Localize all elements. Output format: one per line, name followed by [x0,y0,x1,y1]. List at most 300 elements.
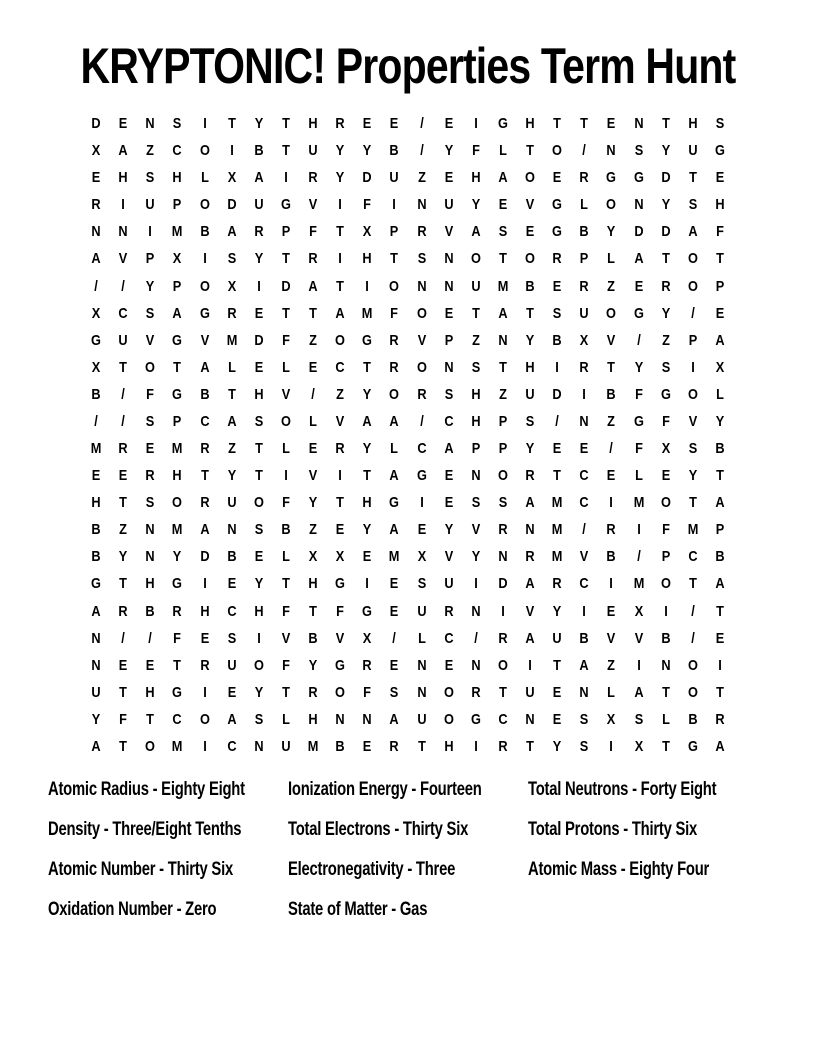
grid-cell[interactable]: U [525,385,535,403]
grid-cell[interactable]: H [172,467,182,485]
grid-cell[interactable]: U [91,683,101,701]
grid-cell[interactable]: T [336,277,345,295]
grid-cell[interactable]: E [254,304,264,322]
grid-cell[interactable]: O [660,575,671,593]
grid-cell[interactable]: Y [552,738,562,755]
grid-cell[interactable]: D [199,548,210,566]
grid-cell[interactable]: B [199,385,210,403]
grid-cell[interactable]: N [416,683,427,701]
grid-cell[interactable]: G [91,331,101,349]
grid-cell[interactable]: R [172,602,182,620]
grid-cell[interactable]: I [636,521,641,539]
grid-cell[interactable]: S [498,223,508,241]
grid-cell[interactable]: / [636,331,641,349]
grid-cell[interactable]: Z [607,412,616,430]
grid-cell[interactable]: H [444,738,454,755]
grid-cell[interactable]: T [254,440,263,458]
grid-cell[interactable]: / [691,304,695,322]
grid-cell[interactable]: A [498,304,508,322]
grid-cell[interactable]: O [660,494,671,512]
grid-cell[interactable]: D [254,331,264,349]
grid-cell[interactable]: R [416,223,427,241]
grid-cell[interactable]: E [227,683,236,701]
grid-cell[interactable]: V [607,629,616,647]
grid-cell[interactable]: I [338,196,342,214]
grid-cell[interactable]: F [363,683,372,701]
grid-cell[interactable]: U [308,142,318,160]
grid-cell[interactable]: C [227,602,237,620]
grid-cell[interactable]: H [199,602,210,620]
grid-cell[interactable]: R [308,683,318,701]
grid-cell[interactable]: G [416,467,427,485]
grid-cell[interactable]: X [227,277,236,295]
grid-cell[interactable]: Y [145,277,155,295]
grid-cell[interactable]: A [308,277,318,295]
grid-cell[interactable]: V [580,548,589,566]
grid-cell[interactable]: P [444,331,453,349]
grid-cell[interactable]: E [145,656,155,674]
grid-cell[interactable]: R [525,548,535,566]
grid-cell[interactable]: H [145,575,155,593]
grid-cell[interactable]: L [200,169,209,187]
grid-cell[interactable]: A [227,223,237,241]
grid-cell[interactable]: R [91,196,101,214]
grid-cell[interactable]: I [257,629,261,647]
grid-cell[interactable]: T [688,575,697,593]
grid-cell[interactable]: R [552,575,562,593]
grid-cell[interactable]: H [254,385,264,403]
grid-cell[interactable]: I [582,602,587,620]
grid-cell[interactable]: Y [335,169,345,187]
grid-cell[interactable]: H [471,412,481,430]
grid-cell[interactable]: T [336,494,345,512]
grid-cell[interactable]: A [118,142,128,160]
grid-cell[interactable]: I [474,115,478,132]
grid-cell[interactable]: I [636,656,641,674]
grid-cell[interactable]: G [715,142,725,160]
grid-cell[interactable]: I [474,738,478,755]
grid-cell[interactable]: F [173,629,182,647]
grid-cell[interactable]: Z [607,656,616,674]
grid-cell[interactable]: G [172,683,183,701]
grid-cell[interactable]: B [715,548,725,566]
grid-cell[interactable]: G [172,385,183,403]
grid-cell[interactable]: E [363,548,372,566]
grid-cell[interactable]: O [389,385,400,403]
grid-cell[interactable]: Y [661,142,670,160]
grid-cell[interactable]: O [606,196,617,214]
grid-cell[interactable]: Y [254,250,264,268]
grid-cell[interactable]: R [661,277,671,295]
grid-cell[interactable]: T [282,250,290,268]
grid-cell[interactable]: R [715,710,725,728]
grid-cell[interactable]: S [145,494,155,512]
grid-cell[interactable]: O [199,196,210,214]
grid-cell[interactable]: / [582,521,587,539]
grid-cell[interactable]: / [419,412,424,430]
grid-cell[interactable]: I [691,358,695,376]
grid-cell[interactable]: D [661,169,671,187]
grid-cell[interactable]: T [661,115,670,132]
grid-cell[interactable]: A [389,467,400,485]
grid-cell[interactable]: I [284,467,288,485]
grid-cell[interactable]: B [525,277,535,295]
grid-cell[interactable]: B [254,142,264,160]
grid-cell[interactable]: E [308,358,318,376]
grid-cell[interactable]: O [687,656,698,674]
grid-cell[interactable]: U [444,575,454,593]
grid-cell[interactable]: X [363,629,372,647]
grid-cell[interactable]: N [416,277,427,295]
grid-cell[interactable]: Y [661,196,670,214]
grid-cell[interactable]: S [580,738,589,755]
grid-cell[interactable]: T [363,467,372,485]
grid-cell[interactable]: F [390,304,399,322]
grid-cell[interactable]: A [91,250,101,268]
grid-cell[interactable]: T [119,358,128,376]
grid-cell[interactable]: O [443,683,454,701]
grid-cell[interactable]: O [145,358,156,376]
grid-cell[interactable]: H [688,115,698,132]
grid-cell[interactable]: O [199,277,210,295]
grid-cell[interactable]: E [552,440,562,458]
grid-cell[interactable]: E [634,277,643,295]
grid-cell[interactable]: / [94,412,98,430]
grid-cell[interactable]: B [579,629,589,647]
grid-cell[interactable]: R [118,602,128,620]
grid-cell[interactable]: T [471,304,480,322]
grid-cell[interactable]: B [145,602,155,620]
grid-cell[interactable]: U [444,196,454,214]
grid-cell[interactable]: N [416,656,427,674]
grid-cell[interactable]: D [362,169,372,187]
grid-cell[interactable]: O [145,738,156,755]
grid-cell[interactable]: A [227,710,237,728]
grid-cell[interactable]: Y [688,467,698,485]
grid-cell[interactable]: R [308,250,318,268]
grid-cell[interactable]: U [145,196,155,214]
grid-cell[interactable]: E [145,440,155,458]
grid-cell[interactable]: T [499,683,507,701]
grid-cell[interactable]: M [361,304,373,322]
grid-cell[interactable]: O [253,494,264,512]
grid-cell[interactable]: G [687,738,698,755]
grid-cell[interactable]: L [607,250,616,268]
grid-cell[interactable]: T [119,494,128,512]
grid-cell[interactable]: N [91,656,101,674]
grid-cell[interactable]: E [661,467,670,485]
grid-cell[interactable]: S [417,250,426,268]
grid-cell[interactable]: C [199,412,210,430]
grid-cell[interactable]: T [688,494,697,512]
grid-cell[interactable]: / [121,277,125,295]
grid-cell[interactable]: E [580,440,589,458]
grid-cell[interactable]: E [200,629,209,647]
grid-cell[interactable]: B [715,440,725,458]
grid-cell[interactable]: M [551,494,563,512]
grid-cell[interactable]: G [389,494,400,512]
grid-cell[interactable]: P [471,440,481,458]
grid-cell[interactable]: V [335,412,345,430]
grid-cell[interactable]: F [282,331,290,349]
grid-cell[interactable]: L [282,358,290,376]
grid-cell[interactable]: T [119,738,128,755]
grid-cell[interactable]: S [145,169,155,187]
grid-cell[interactable]: R [606,521,617,539]
grid-cell[interactable]: / [419,115,424,132]
grid-cell[interactable]: N [498,548,508,566]
grid-cell[interactable]: Y [661,304,670,322]
grid-cell[interactable]: Y [363,440,372,458]
grid-cell[interactable]: H [254,602,264,620]
grid-cell[interactable]: H [471,169,481,187]
grid-cell[interactable]: V [688,412,698,430]
grid-cell[interactable]: E [607,602,616,620]
grid-cell[interactable]: X [417,548,426,566]
grid-cell[interactable]: S [471,358,481,376]
grid-cell[interactable]: P [715,521,725,539]
grid-cell[interactable]: F [363,196,372,214]
grid-cell[interactable]: / [636,548,641,566]
grid-cell[interactable]: N [606,142,617,160]
grid-cell[interactable]: Z [471,331,480,349]
grid-cell[interactable]: N [471,467,481,485]
grid-cell[interactable]: N [416,196,427,214]
grid-cell[interactable]: / [121,385,125,403]
grid-cell[interactable]: R [579,358,589,376]
grid-cell[interactable]: G [280,196,291,214]
grid-cell[interactable]: / [691,602,695,620]
grid-cell[interactable]: C [579,575,589,593]
grid-cell[interactable]: Y [471,196,481,214]
grid-cell[interactable]: T [309,602,317,620]
grid-cell[interactable]: T [716,467,724,485]
grid-cell[interactable]: Z [336,385,345,403]
grid-cell[interactable]: X [634,738,643,755]
grid-cell[interactable]: F [716,223,724,241]
grid-cell[interactable]: R [335,440,345,458]
grid-cell[interactable]: R [579,277,589,295]
grid-cell[interactable]: A [91,738,101,755]
grid-cell[interactable]: M [226,331,237,349]
grid-cell[interactable]: A [389,521,400,539]
grid-cell[interactable]: P [498,412,508,430]
grid-cell[interactable]: C [118,304,128,322]
grid-cell[interactable]: G [633,304,644,322]
grid-cell[interactable]: I [284,169,288,187]
grid-cell[interactable]: O [552,142,563,160]
grid-cell[interactable]: O [687,250,698,268]
grid-cell[interactable]: R [308,169,318,187]
grid-cell[interactable]: Y [173,548,182,566]
grid-cell[interactable]: N [498,331,508,349]
grid-cell[interactable]: X [91,304,101,322]
grid-cell[interactable]: B [335,738,345,755]
grid-cell[interactable]: O [687,277,698,295]
grid-cell[interactable]: O [416,358,427,376]
grid-cell[interactable]: T [282,683,290,701]
grid-cell[interactable]: X [363,223,372,241]
grid-cell[interactable]: I [474,575,478,593]
grid-cell[interactable]: S [661,358,670,376]
grid-cell[interactable]: V [308,196,318,214]
grid-cell[interactable]: N [471,602,481,620]
grid-cell[interactable]: O [172,494,183,512]
grid-cell[interactable]: F [661,412,670,430]
grid-cell[interactable]: M [551,548,563,566]
grid-cell[interactable]: T [499,250,507,268]
grid-cell[interactable]: N [145,521,155,539]
grid-cell[interactable]: H [145,683,155,701]
grid-cell[interactable]: D [633,223,644,241]
grid-cell[interactable]: S [254,412,264,430]
grid-cell[interactable]: F [282,602,290,620]
grid-cell[interactable]: N [579,412,589,430]
grid-cell[interactable]: E [118,467,128,485]
grid-cell[interactable]: O [335,683,346,701]
grid-cell[interactable]: A [715,494,725,512]
grid-cell[interactable]: V [417,331,426,349]
grid-cell[interactable]: M [389,548,400,566]
grid-cell[interactable]: E [335,521,345,539]
grid-cell[interactable]: X [91,142,101,160]
grid-cell[interactable]: S [552,304,562,322]
grid-cell[interactable]: R [579,169,589,187]
grid-cell[interactable]: F [634,385,643,403]
grid-cell[interactable]: C [444,412,454,430]
grid-cell[interactable]: M [90,440,102,458]
grid-cell[interactable]: V [118,250,128,268]
grid-cell[interactable]: N [145,548,155,566]
grid-cell[interactable]: I [501,602,505,620]
grid-cell[interactable]: G [633,169,644,187]
grid-cell[interactable]: T [200,467,209,485]
grid-cell[interactable]: L [716,385,724,403]
grid-cell[interactable]: B [661,629,671,647]
grid-cell[interactable]: O [416,304,427,322]
grid-cell[interactable]: H [308,710,318,728]
grid-cell[interactable]: T [688,169,697,187]
grid-cell[interactable]: I [202,683,207,701]
grid-cell[interactable]: S [634,142,643,160]
grid-cell[interactable]: M [307,738,319,755]
grid-cell[interactable]: R [389,331,400,349]
grid-cell[interactable]: E [715,304,725,322]
grid-cell[interactable]: U [227,656,237,674]
grid-cell[interactable]: C [498,710,508,728]
grid-cell[interactable]: D [661,223,671,241]
grid-cell[interactable]: C [688,548,698,566]
grid-cell[interactable]: O [389,277,400,295]
grid-cell[interactable]: P [661,548,670,566]
grid-cell[interactable]: L [580,196,589,214]
grid-cell[interactable]: Y [471,548,481,566]
grid-cell[interactable]: S [390,683,399,701]
grid-cell[interactable]: H [172,169,182,187]
grid-cell[interactable]: V [145,331,155,349]
grid-cell[interactable]: M [172,738,183,755]
grid-cell[interactable]: N [227,521,237,539]
grid-cell[interactable]: T [282,142,290,160]
grid-cell[interactable]: T [309,304,317,322]
grid-cell[interactable]: E [525,223,535,241]
grid-cell[interactable]: Z [227,440,236,458]
grid-cell[interactable]: M [172,223,183,241]
grid-cell[interactable]: I [663,602,668,620]
grid-cell[interactable]: U [552,629,562,647]
grid-cell[interactable]: T [607,358,616,376]
grid-cell[interactable]: T [661,738,670,755]
grid-cell[interactable]: G [497,115,508,132]
grid-cell[interactable]: F [282,656,290,674]
grid-cell[interactable]: X [607,710,616,728]
grid-cell[interactable]: N [633,196,644,214]
grid-cell[interactable]: D [91,115,101,132]
grid-cell[interactable]: I [202,738,207,755]
grid-cell[interactable]: Z [417,169,426,187]
grid-cell[interactable]: F [282,494,290,512]
grid-cell[interactable]: N [525,710,535,728]
grid-cell[interactable]: E [118,115,128,132]
grid-cell[interactable]: U [471,277,481,295]
grid-cell[interactable]: I [609,494,614,512]
grid-cell[interactable]: Z [146,142,155,160]
grid-cell[interactable]: V [607,331,616,349]
grid-cell[interactable]: Y [525,440,535,458]
grid-cell[interactable]: T [716,602,724,620]
grid-cell[interactable]: C [227,738,237,755]
grid-cell[interactable]: E [607,467,616,485]
grid-cell[interactable]: A [91,602,101,620]
grid-cell[interactable]: L [282,440,290,458]
grid-cell[interactable]: E [363,738,372,755]
grid-cell[interactable]: L [282,548,290,566]
grid-cell[interactable]: S [227,629,236,647]
grid-cell[interactable]: H [715,196,725,214]
grid-cell[interactable]: A [172,304,182,322]
grid-cell[interactable]: A [688,223,698,241]
grid-cell[interactable]: N [444,358,454,376]
grid-cell[interactable]: T [526,142,534,160]
grid-cell[interactable]: Z [309,521,317,539]
grid-cell[interactable]: Y [308,656,318,674]
grid-cell[interactable]: O [687,683,698,701]
grid-cell[interactable]: E [91,467,101,485]
grid-cell[interactable]: P [173,277,182,295]
grid-cell[interactable]: U [688,142,698,160]
grid-cell[interactable]: N [579,683,589,701]
grid-cell[interactable]: O [606,304,617,322]
grid-cell[interactable]: A [498,169,508,187]
grid-cell[interactable]: X [580,331,589,349]
grid-cell[interactable]: L [499,142,507,160]
grid-cell[interactable]: E [552,683,562,701]
grid-cell[interactable]: I [555,358,559,376]
grid-cell[interactable]: T [282,575,290,593]
grid-cell[interactable]: S [715,115,725,132]
grid-cell[interactable]: S [145,304,155,322]
grid-cell[interactable]: Y [444,521,453,539]
grid-cell[interactable]: N [254,738,264,755]
grid-cell[interactable]: R [254,223,264,241]
grid-cell[interactable]: E [715,629,725,647]
grid-cell[interactable]: P [281,223,291,241]
grid-cell[interactable]: V [525,196,535,214]
grid-cell[interactable]: X [715,358,725,376]
grid-cell[interactable]: A [199,358,210,376]
grid-cell[interactable]: A [633,250,644,268]
grid-cell[interactable]: N [335,710,345,728]
